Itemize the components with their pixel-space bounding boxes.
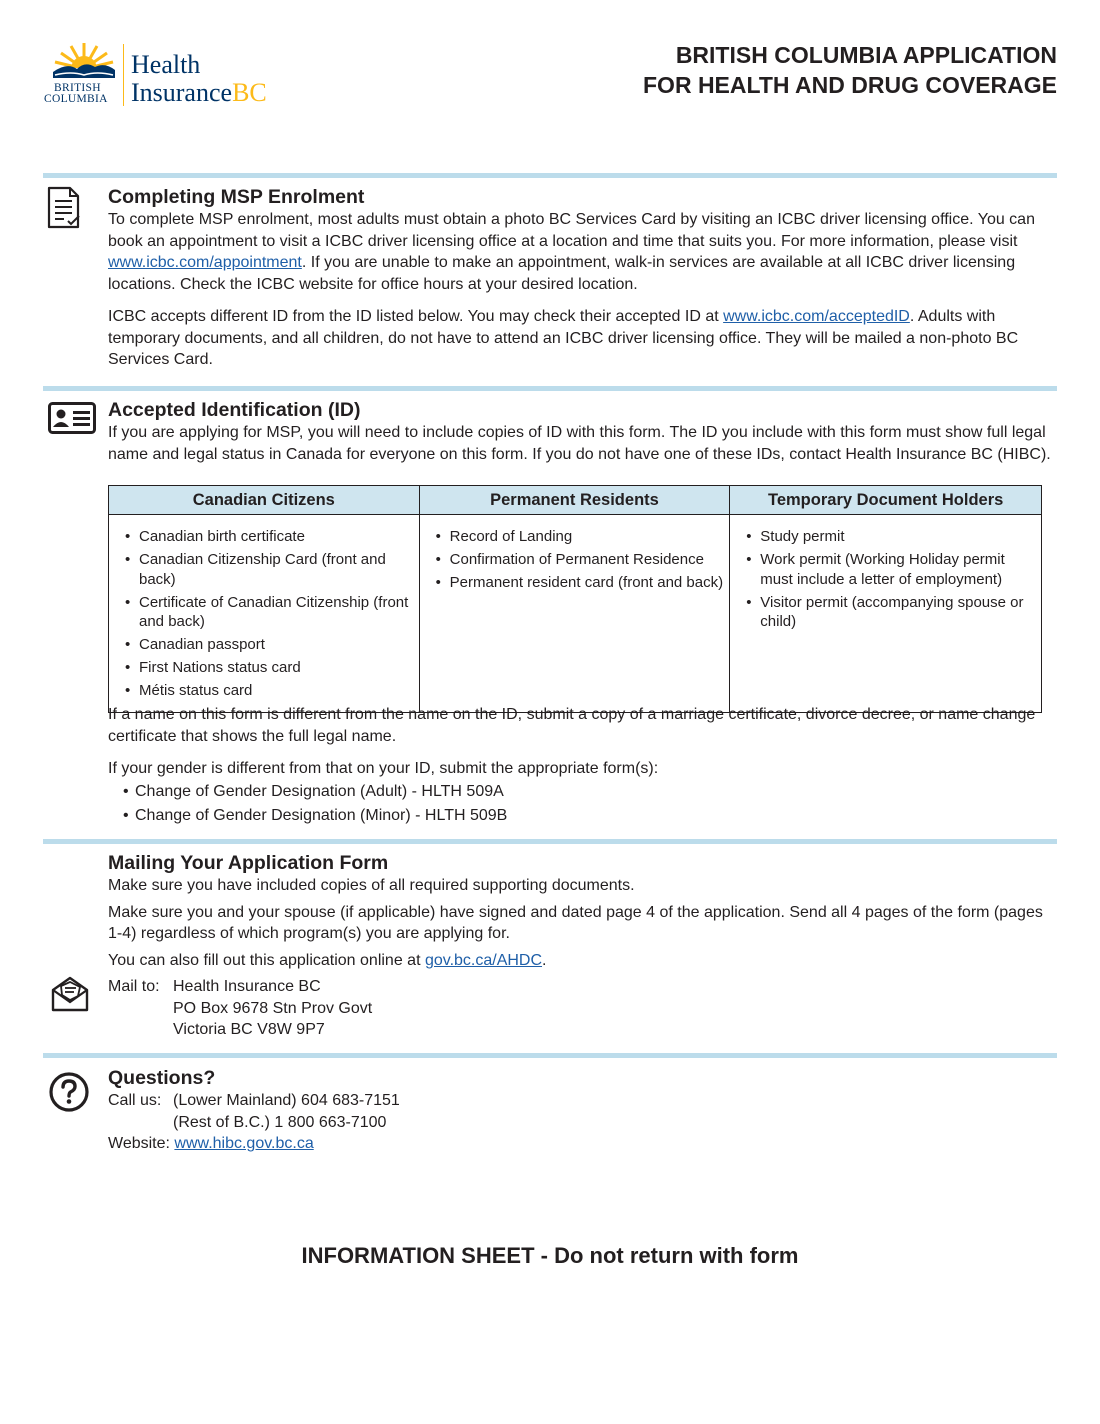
document-title xyxy=(643,40,1057,100)
icbc-appointment-link[interactable]: www.icbc.com/appointment xyxy=(108,254,302,271)
mailing-paragraph-2: Make sure you and your spouse (if applicable) have signed and dated page 4 of the application. Send all 4 pages of the form (pages 1-4) regardless of which program(s) you are applying for. xyxy=(108,903,1043,942)
program-name-bc: BC xyxy=(232,78,267,107)
question-mark-icon xyxy=(48,1071,90,1113)
temporary-document-holders-cell xyxy=(730,515,1042,713)
list-item: • Métis status card xyxy=(121,681,413,701)
list-item: • Change of Gender Designation (Adult) - HLTH 509A xyxy=(108,780,1053,804)
address-line-3: Victoria BC V8W 9P7 xyxy=(173,1021,325,1038)
mail-to-label: Mail to: xyxy=(108,978,160,995)
program-name-line2 xyxy=(131,80,267,106)
call-us-label: Call us: xyxy=(108,1092,162,1109)
id-card-icon xyxy=(48,402,96,434)
list-item: • Confirmation of Permanent Residence xyxy=(432,550,724,570)
list-item: • Record of Landing xyxy=(432,527,724,547)
address-line-2: PO Box 9678 Stn Prov Govt xyxy=(173,999,373,1017)
canadian-citizens-cell xyxy=(109,515,420,713)
bc-sun-mountain-icon xyxy=(51,42,117,82)
list-item: • Canadian birth certificate xyxy=(121,527,413,547)
document-title-line1: BRITISH COLUMBIA APPLICATION xyxy=(675,42,1057,68)
section-divider xyxy=(43,1053,1057,1058)
apply-online-link[interactable]: gov.bc.ca/AHDC xyxy=(424,951,543,969)
accepted-id-table xyxy=(108,485,1042,713)
msp-enrolment-paragraph-2: ICBC accepts different ID from the ID listed below. You may check their accepted ID at www.icbc.com/acceptedID. Adults with temporary documents, and all children, do not have to attend an ICBC driver licensing office. They will be mailed a non-photo BC Services Card. xyxy=(108,308,1019,368)
accepted-id-section xyxy=(108,398,1053,476)
section-divider xyxy=(43,839,1057,844)
phone-rest-of-bc: (Rest of B.C.) 1 800 663-7100 xyxy=(173,1113,387,1131)
address-line-1: Health Insurance BC xyxy=(173,978,321,995)
mailing-section xyxy=(108,851,1053,1041)
list-item: • Canadian Citizenship Card (front and back) xyxy=(121,550,413,589)
mailing-address xyxy=(108,976,1053,1041)
list-item: • First Nations status card xyxy=(121,658,413,678)
health-insurance-bc-logo xyxy=(43,42,283,112)
accepted-id-heading: Accepted Identification (ID) xyxy=(108,399,361,421)
list-item: • Change of Gender Designation (Minor) - HLTH 509B xyxy=(108,804,1053,828)
id-notes xyxy=(108,704,1053,828)
province-name-line1: BRITISH xyxy=(54,82,101,94)
icbc-accepted-id-link[interactable]: www.icbc.com/acceptedID xyxy=(723,308,910,325)
column-header-temporary-document-holders: Temporary Document Holders xyxy=(730,486,1042,515)
province-name-line2: COLUMBIA xyxy=(44,93,108,105)
list-item: • Study permit xyxy=(742,527,1035,547)
questions-heading: Questions? xyxy=(108,1067,216,1089)
permanent-residents-cell xyxy=(419,515,730,713)
msp-enrolment-heading: Completing MSP Enrolment xyxy=(108,186,365,208)
contact-phones xyxy=(108,1090,1053,1133)
gender-note: If your gender is different from that on your ID, submit the appropriate form(s): xyxy=(108,760,659,777)
website-line xyxy=(108,1133,1053,1155)
list-item: • Work permit (Working Holiday permit must include a letter of employment) xyxy=(742,550,1035,589)
program-name-insurance: Insurance xyxy=(131,78,233,107)
list-item: • Certificate of Canadian Citizenship (front and back) xyxy=(121,593,413,632)
msp-enrolment-section xyxy=(108,185,1053,382)
gender-forms-list xyxy=(108,780,1053,828)
website-label: Website: xyxy=(108,1135,175,1152)
accepted-id-intro: If you are applying for MSP, you will need to include copies of ID with this form. The ID you include with this form must show full legal name and legal status in Canada for everyone on this form. If you do not have one of these IDs, contact Health Insurance BC (HIBC). xyxy=(108,424,1051,463)
mailing-heading: Mailing Your Application Form xyxy=(108,852,389,874)
column-header-permanent-residents: Permanent Residents xyxy=(419,486,730,515)
list-item: • Canadian passport xyxy=(121,635,413,655)
name-change-note: If a name on this form is different from the name on the ID, submit a copy of a marriage certificate, divorce decree, or name change certificate that shows the full legal name. xyxy=(108,706,1036,745)
list-item: • Permanent resident card (front and back) xyxy=(432,573,724,593)
msp-enrolment-paragraph-1: To complete MSP enrolment, most adults must obtain a photo BC Services Card by visiting an ICBC driver licensing office. You can book an appointment to visit a ICBC driver licensing office at a location and time that suits you. For more information, please visit www.icbc.com/appointment. If you are unable to make an appointment, walk-in services are available at all ICBC driver licensing locations. Check the ICBC website for office hours at your desired location. xyxy=(108,211,1035,293)
list-item: • Visitor permit (accompanying spouse or child) xyxy=(742,593,1035,632)
phone-lower-mainland: (Lower Mainland) 604 683-7151 xyxy=(173,1092,400,1109)
table-row xyxy=(109,515,1042,713)
table-header-row xyxy=(109,486,1042,515)
document-title-line2: FOR HEALTH AND DRUG COVERAGE xyxy=(643,72,1057,98)
questions-section xyxy=(108,1066,1053,1155)
logo-divider xyxy=(123,44,124,106)
mailing-paragraph-3: You can also fill out this application online at gov.bc.ca/AHDC. xyxy=(108,951,547,969)
mail-envelope-icon xyxy=(50,974,90,1014)
section-divider xyxy=(43,386,1057,391)
section-divider xyxy=(43,173,1057,178)
mailing-paragraph-1: Make sure you have included copies of all required supporting documents. xyxy=(108,877,635,894)
program-name-line1: Health xyxy=(131,50,201,79)
column-header-canadian-citizens: Canadian Citizens xyxy=(109,486,420,515)
document-checklist-icon xyxy=(46,186,82,230)
information-sheet-footer: INFORMATION SHEET - Do not return with form xyxy=(301,1243,799,1268)
hibc-website-link[interactable]: www.hibc.gov.bc.ca xyxy=(174,1135,314,1152)
